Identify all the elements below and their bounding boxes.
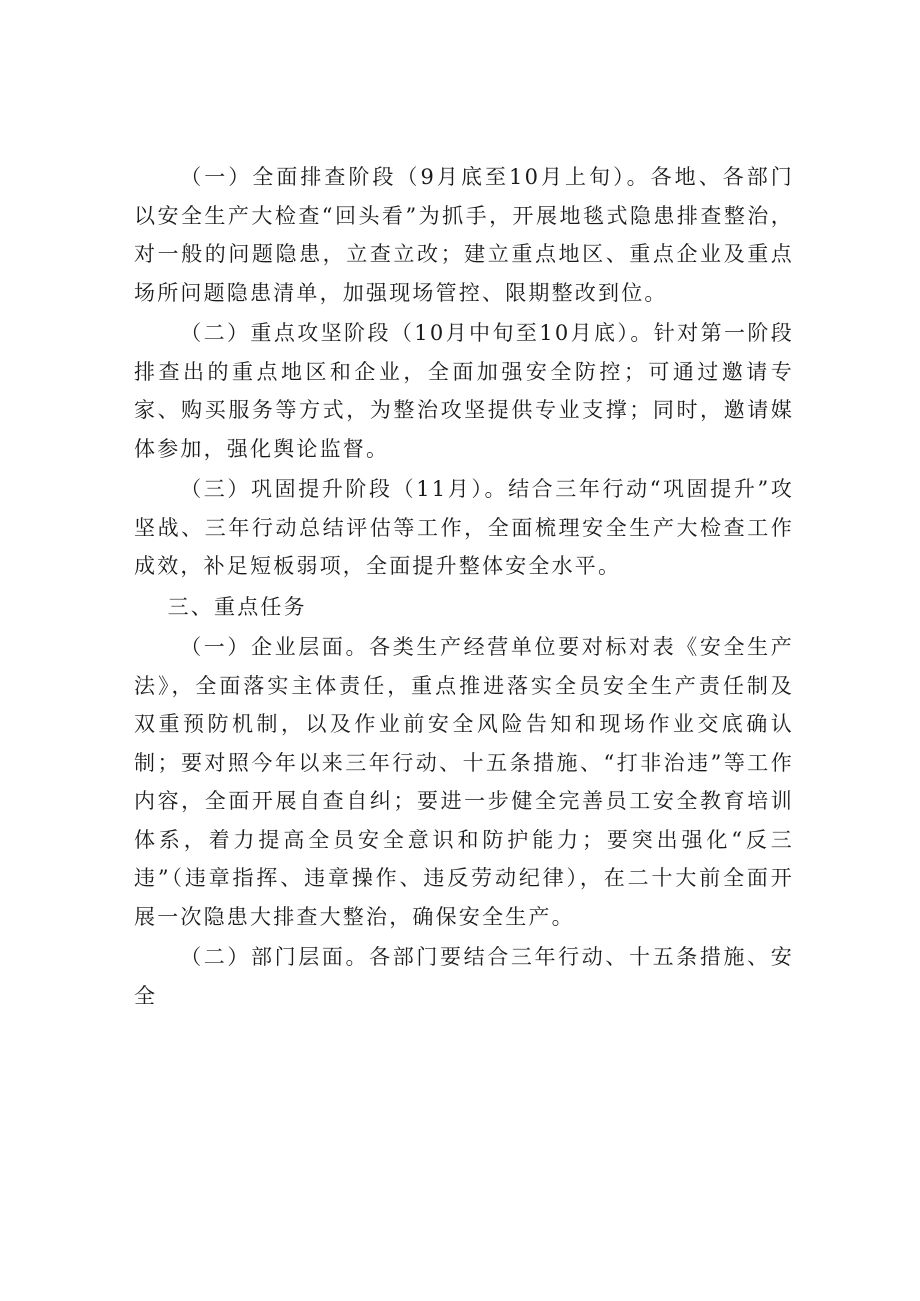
paragraph-phase-3: （三）巩固提升阶段（11月）。结合三年行动“巩固提升”攻坚战、三年行动总结评估等工作，全面梳理安全生产大检查工作成效，补足短板弱项，全面提升整体安全水平。: [134, 477, 794, 578]
document-body: [134, 158, 794, 1017]
section-heading-key-tasks: 三、重点任务: [167, 594, 307, 619]
paragraph-phase-2: （二）重点攻坚阶段（10月中旬至10月底）。针对第一阶段排查出的重点地区和企业，全面加强安全防控；可通过邀请专家、购买服务等方式，为整治攻坚提供专业支撑；同时，邀请媒体参加，强化舆论监督。: [134, 321, 794, 461]
paragraph-department-level: （二）部门层面。各部门要结合三年行动、十五条措施、安全: [134, 945, 794, 1008]
paragraph-phase-1: （一）全面排查阶段（9月底至10月上旬）。各地、各部门以安全生产大检查“回头看”为抓手，开展地毯式隐患排查整治，对一般的问题隐患，立查立改；建立重点地区、重点企业及重点场所问题隐患清单，加强现场管控、限期整改到位。: [134, 165, 794, 305]
paragraph-enterprise-level: （一）企业层面。各类生产经营单位要对标对表《安全生产法》，全面落实主体责任，重点推进落实全员安全生产责任制及双重预防机制，以及作业前安全风险告知和现场作业交底确认制；要对照今年以来三年行动、十五条措施、“打非治违”等工作内容，全面开展自查自纠；要进一步健全完善员工安全教育培训体系，着力提高全员安全意识和防护能力；要突出强化“反三违”（违章指挥、违章操作、违反劳动纪律），在二十大前全面开展一次隐患大排查大整治，确保安全生产。: [134, 635, 794, 929]
